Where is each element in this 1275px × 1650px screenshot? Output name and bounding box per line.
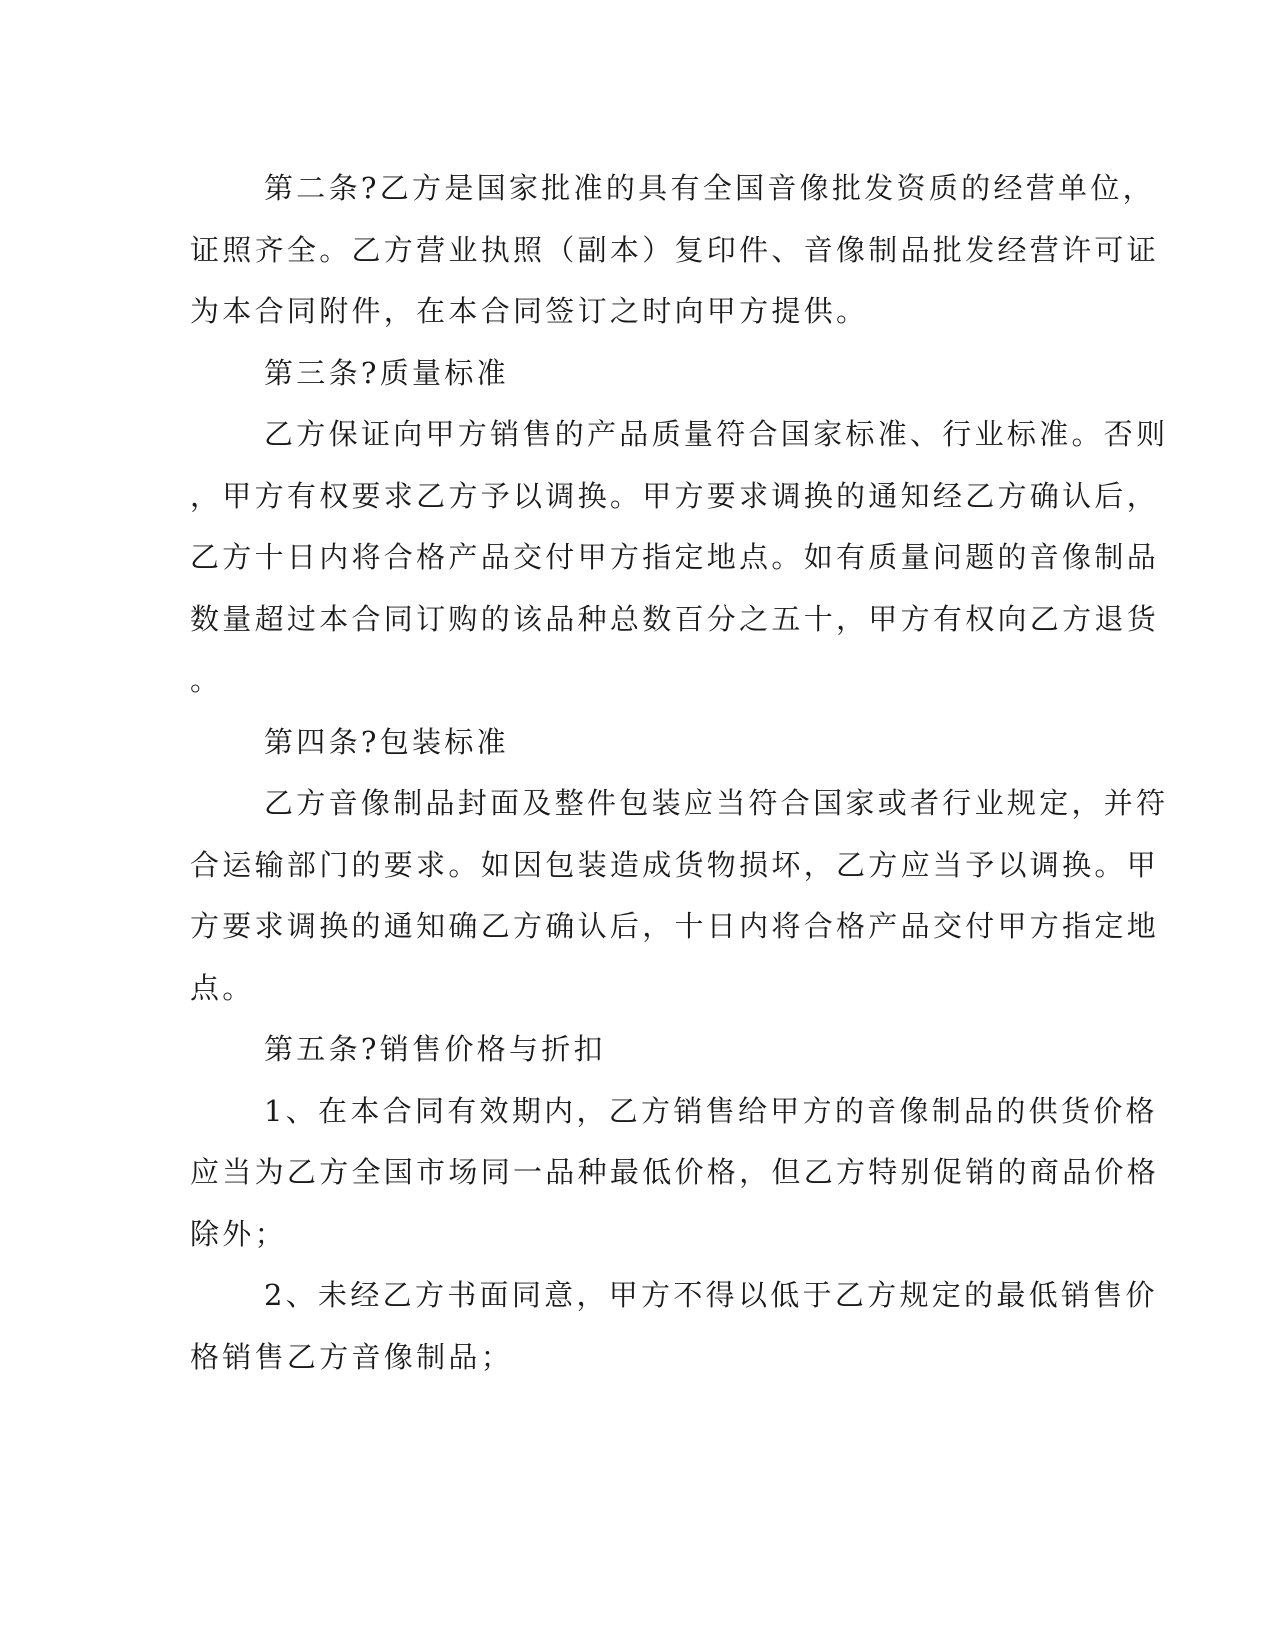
text-line: 格销售乙方音像制品； xyxy=(190,1339,514,1374)
article-3-heading xyxy=(190,343,1080,405)
article-3-paragraph xyxy=(190,404,1169,712)
text-line: 。 xyxy=(190,663,223,697)
text-line: 方要求调换的通知确乙方确认后，十日内将合格产品交付甲方指定地 xyxy=(190,909,1160,943)
text-line: 数量超过本合同订购的该品种总数百分之五十，甲方有权向乙方退货 xyxy=(190,601,1160,636)
article-4-paragraph xyxy=(190,773,1169,1019)
article-4-heading xyxy=(190,712,1080,774)
article-5-item-1 xyxy=(190,1081,1160,1266)
text-line: 合运输部门的要求。如因包装造成货物损坏，乙方应当予以调换。甲 xyxy=(190,847,1160,882)
section-heading: 第三条?质量标准 xyxy=(264,355,509,390)
text-line: 应当为乙方全国市场同一品种最低价格，但乙方特别促销的商品价格 xyxy=(190,1155,1160,1189)
text-line: 第二条?乙方是国家批准的具有全国音像批发资质的经营单位， xyxy=(264,171,1155,205)
text-line: 2、未经乙方书面同意，甲方不得以低于乙方规定的最低销售价 xyxy=(264,1278,1158,1312)
text-line: 点。 xyxy=(190,970,255,1005)
text-line: 乙方音像制品封面及整件包装应当符合国家或者行业规定，并符 xyxy=(264,786,1169,820)
article-2-paragraph xyxy=(190,158,1160,343)
article-5-heading xyxy=(190,1019,1080,1081)
text-line: ，甲方有权要求乙方予以调换。甲方要求调换的通知经乙方确认后， xyxy=(190,478,1160,513)
text-line: 为本合同附件，在本合同签订之时向甲方提供。 xyxy=(190,294,869,328)
article-5-item-2 xyxy=(190,1265,1158,1388)
section-heading: 第四条?包装标准 xyxy=(264,724,509,759)
section-heading: 第五条?销售价格与折扣 xyxy=(264,1032,606,1066)
text-line: 1、在本合同有效期内，乙方销售给甲方的音像制品的供货价格 xyxy=(264,1093,1158,1128)
text-line: 除外； xyxy=(190,1216,287,1251)
text-line: 乙方保证向甲方销售的产品质量符合国家标准、行业标准。否则 xyxy=(264,417,1169,451)
text-line: 乙方十日内将合格产品交付甲方指定地点。如有质量问题的音像制品 xyxy=(190,540,1160,574)
text-line: 证照齐全。乙方营业执照（副本）复印件、音像制品批发经营许可证 xyxy=(190,232,1160,267)
document-body xyxy=(190,158,1169,1388)
